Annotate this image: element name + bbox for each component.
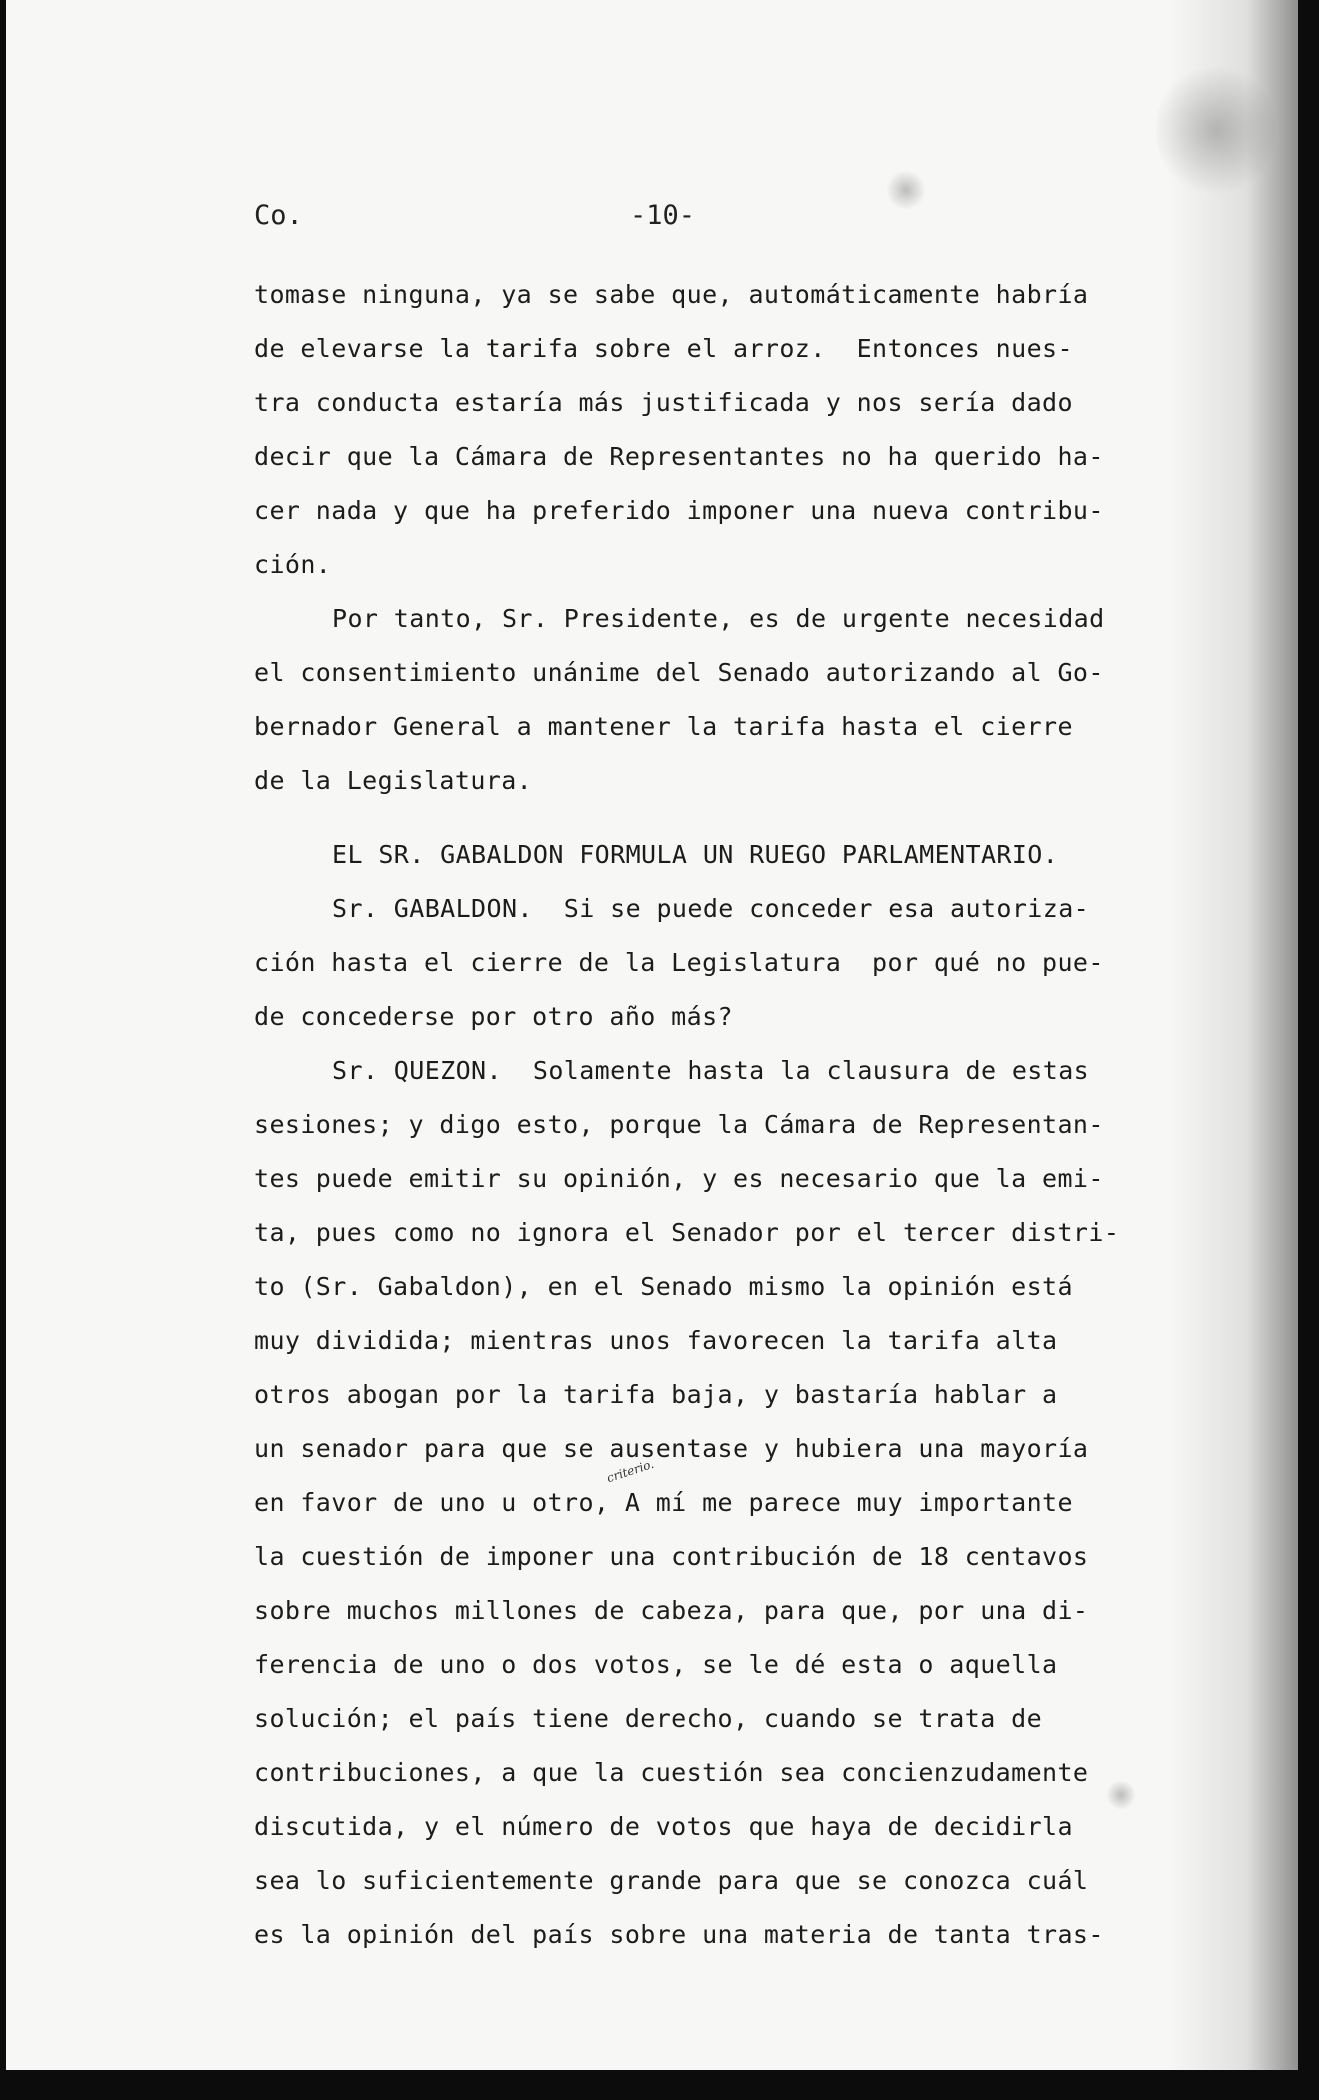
text-line: de elevarse la tarifa sobre el arroz. Entonces nues- bbox=[254, 334, 1073, 363]
page-number: -10- bbox=[630, 200, 696, 231]
document-code: Co. bbox=[254, 200, 303, 231]
text-line: bernador General a mantener la tarifa hasta el cierre bbox=[254, 712, 1073, 741]
paragraph-gap bbox=[254, 808, 1134, 828]
paragraph bbox=[254, 1044, 1134, 1962]
text-line: un senador para que se ausentase y hubiera una mayoría bbox=[254, 1434, 1089, 1463]
scan-smudge bbox=[1156, 60, 1276, 200]
scan-border bbox=[0, 2070, 1319, 2100]
text-line: tra conducta estaría más justificada y nos sería dado bbox=[254, 388, 1073, 417]
text-line: EL SR. GABALDON FORMULA UN RUEGO PARLAMENTARIO. bbox=[332, 840, 1059, 869]
text-line: Sr. GABALDON. Si se puede conceder esa autoriza- bbox=[332, 894, 1090, 923]
paragraph bbox=[254, 592, 1134, 808]
text-line: solución; el país tiene derecho, cuando se trata de bbox=[254, 1704, 1043, 1733]
text-line: sobre muchos millones de cabeza, para que, por una di- bbox=[254, 1596, 1089, 1625]
text-line: de concederse por otro año más? bbox=[254, 1002, 733, 1031]
text-line: to (Sr. Gabaldon), en el Senado mismo la opinión está bbox=[254, 1272, 1073, 1301]
text-line: ferencia de uno o dos votos, se le dé esta o aquella bbox=[254, 1650, 1058, 1679]
text-line: es la opinión del país sobre una materia de tanta tras- bbox=[254, 1920, 1104, 1949]
text-line: discutida, y el número de votos que haya de decidirla bbox=[254, 1812, 1073, 1841]
text-line: sesiones; y digo esto, porque la Cámara de Representan- bbox=[254, 1110, 1104, 1139]
page-header bbox=[254, 200, 1154, 240]
text-line: decir que la Cámara de Representantes no ha querido ha- bbox=[254, 442, 1104, 471]
transcript-body bbox=[254, 268, 1134, 1962]
text-line: contribuciones, a que la cuestión sea concienzudamente bbox=[254, 1758, 1089, 1787]
text-line: ción. bbox=[254, 550, 332, 579]
text-line: Sr. QUEZON. Solamente hasta la clausura de estas bbox=[332, 1056, 1090, 1085]
paragraph bbox=[254, 268, 1134, 592]
paragraph bbox=[254, 882, 1134, 1044]
handwritten-annotation: criterio. bbox=[605, 1456, 656, 1486]
paragraph bbox=[254, 828, 1134, 882]
text-line: ción hasta el cierre de la Legislatura por qué no pue- bbox=[254, 948, 1104, 977]
text-line: muy dividida; mientras unos favorecen la tarifa alta bbox=[254, 1326, 1058, 1355]
text-line: tes puede emitir su opinión, y es necesario que la emi- bbox=[254, 1164, 1104, 1193]
document-page bbox=[6, 0, 1298, 2070]
text-line: de la Legislatura. bbox=[254, 766, 533, 795]
text-line: cer nada y que ha preferido imponer una nueva contribu- bbox=[254, 496, 1104, 525]
text-line: el consentimiento unánime del Senado autorizando al Go- bbox=[254, 658, 1104, 687]
text-line: sea lo suficientemente grande para que se conozca cuál bbox=[254, 1866, 1089, 1895]
text-line: ta, pues como no ignora el Senador por el tercer distri- bbox=[254, 1218, 1120, 1247]
text-line: otros abogan por la tarifa baja, y bastaría hablar a bbox=[254, 1380, 1058, 1409]
text-line: la cuestión de imponer una contribución de 18 centavos bbox=[254, 1542, 1089, 1571]
text-line: Por tanto, Sr. Presidente, es de urgente necesidad bbox=[332, 604, 1105, 633]
text-line: en favor de uno u otro, A mí me parece muy importante bbox=[254, 1488, 1073, 1517]
scan-edge-shadow bbox=[1168, 0, 1298, 2070]
text-line: tomase ninguna, ya se sabe que, automáticamente habría bbox=[254, 280, 1089, 309]
